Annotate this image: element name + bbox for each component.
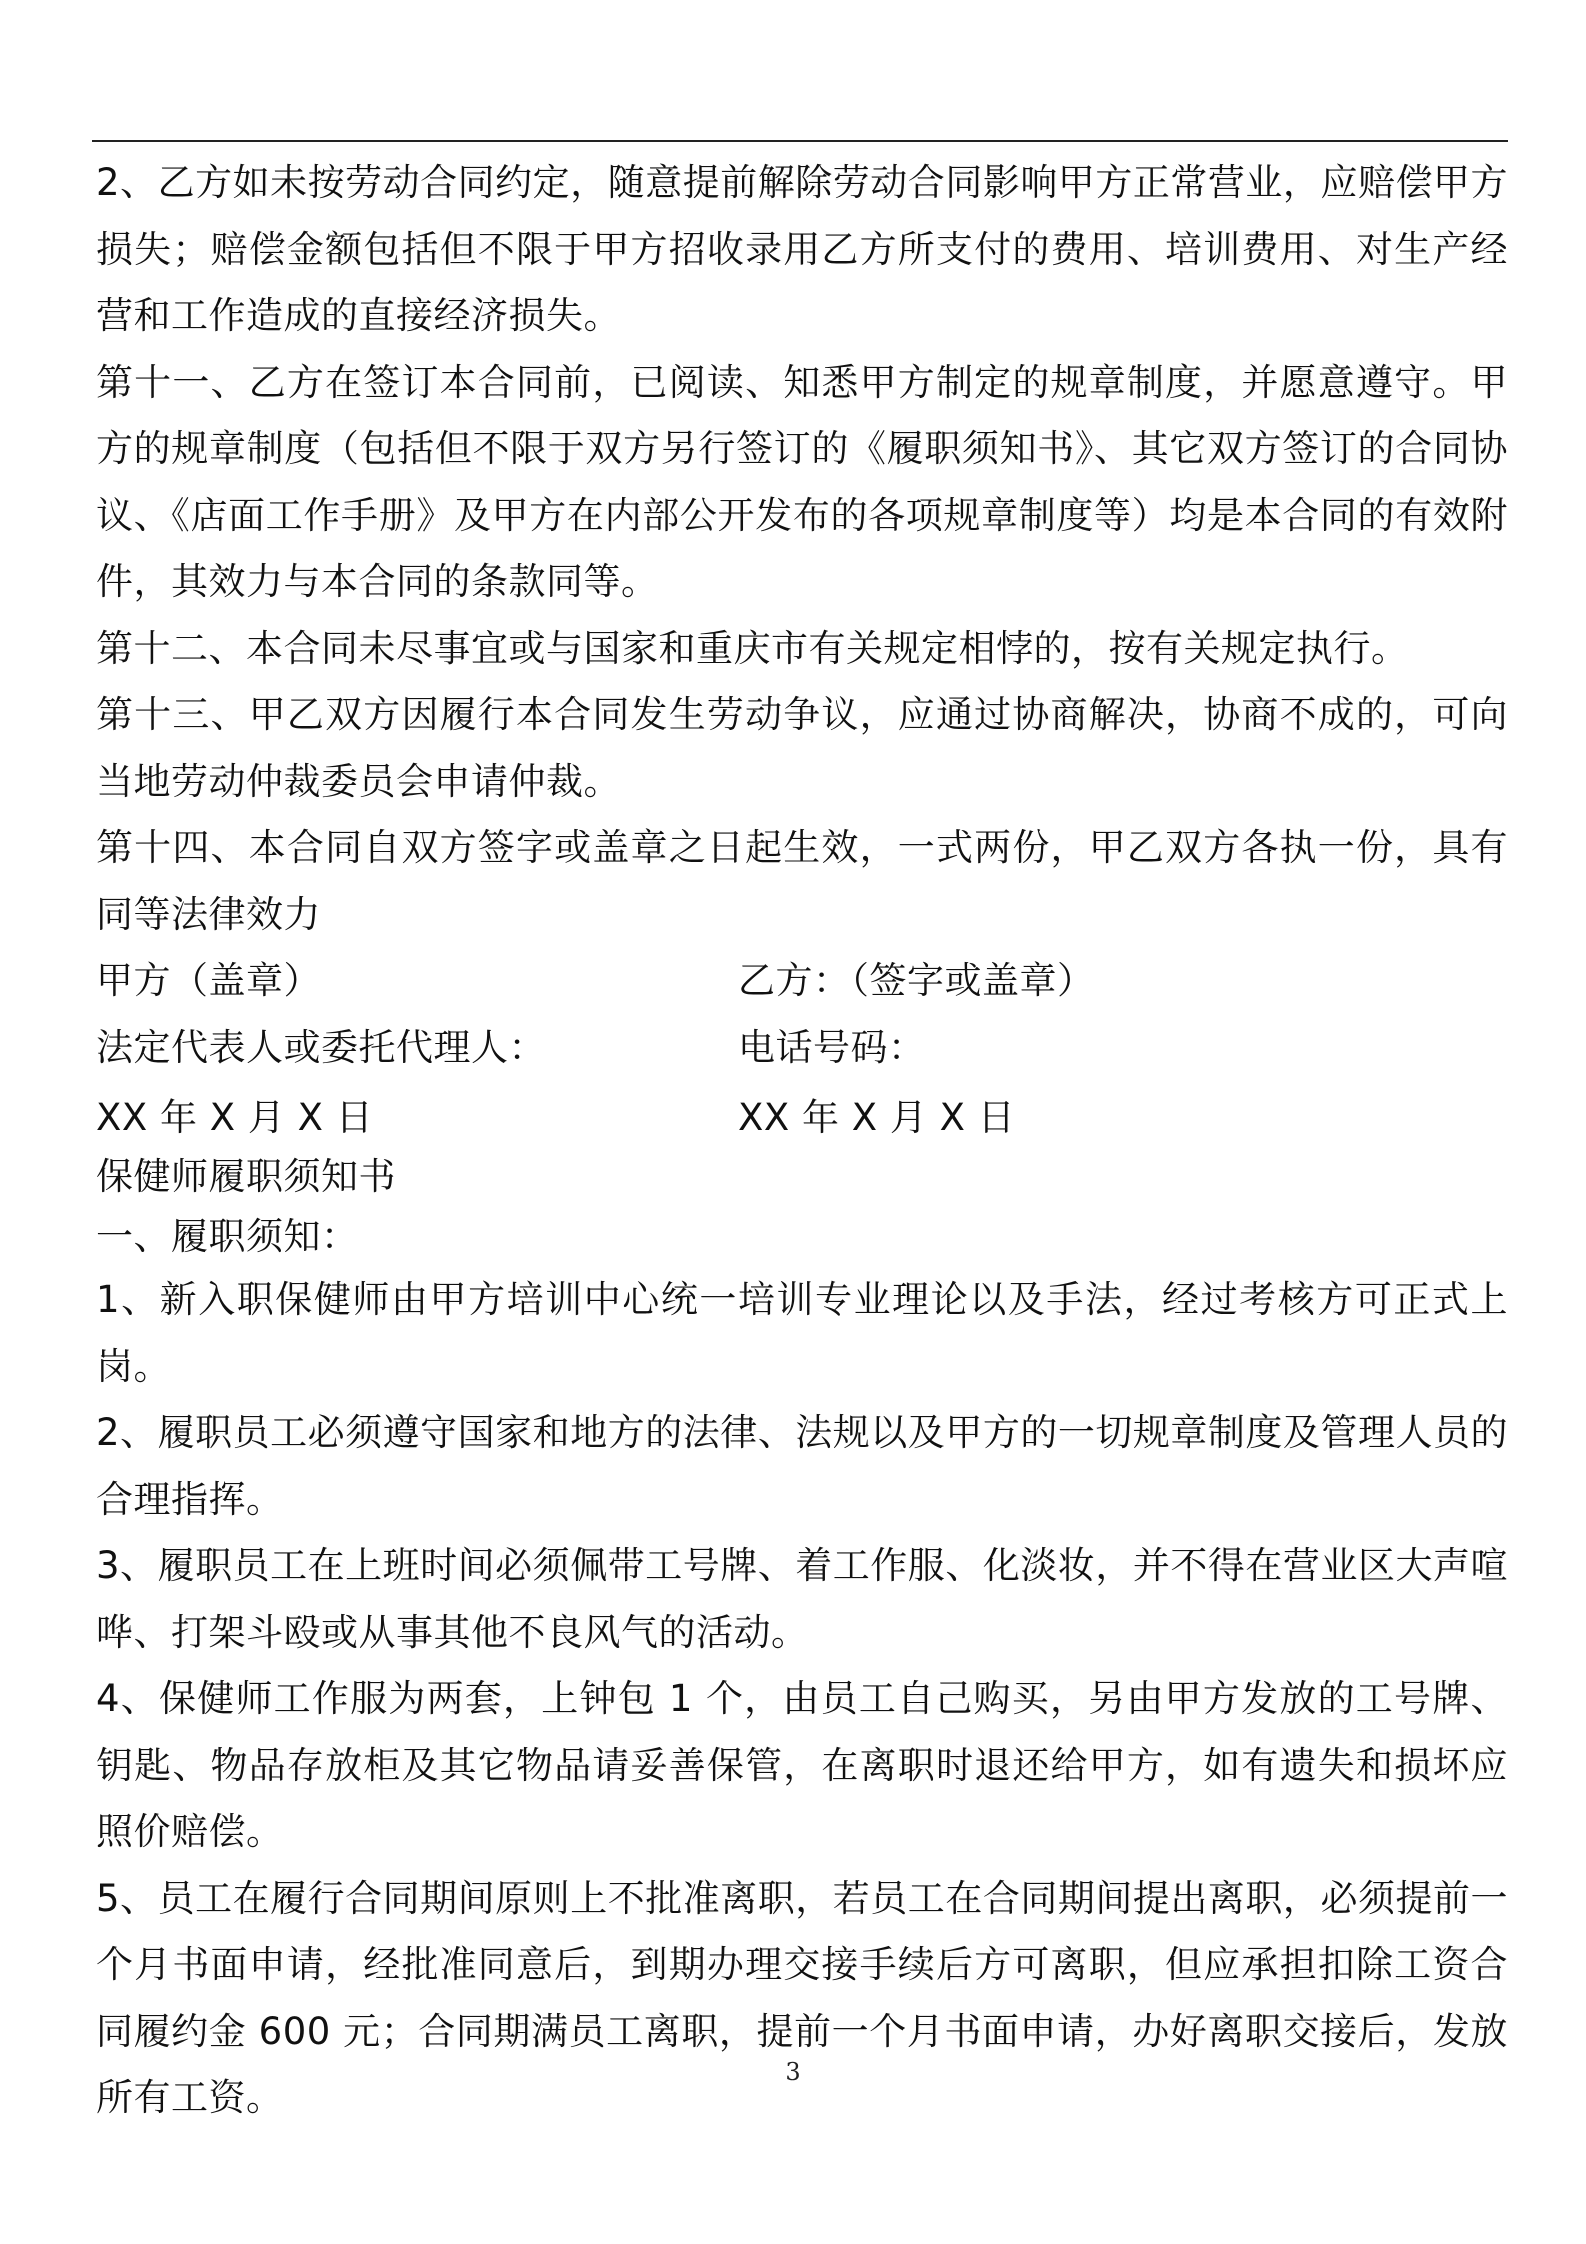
section-heading: 一、履职须知：: [96, 1215, 359, 1258]
signature-row-date: [96, 1089, 1508, 1147]
paragraph-clause-11: 第十一、乙方在签订本合同前，已阅读、知悉甲方制定的规章制度，并愿意遵守。甲方的规章制度（包括但不限于双方另行签订的《履职须知书》、其它双方签订的合同协议、《店面工作手册》及甲方在内部公开发布的各项规章制度等）均是本合同的有效附件，其效力与本合同的条款同等。: [96, 360, 1508, 603]
header-rule: [92, 140, 1508, 142]
document-body: [96, 150, 1508, 2132]
party-a-seal-label: 甲方（盖章）: [96, 959, 321, 1002]
paragraph-clause-12: 第十二、本合同未尽事宜或与国家和重庆市有关规定相悖的，按有关规定执行。: [96, 626, 1409, 670]
notice-item-1: 1、新入职保健师由甲方培训中心统一培训专业理论以及手法，经过考核方可正式上岗。: [96, 1278, 1508, 1388]
notice-item-2: 2、履职员工必须遵守国家和地方的法律、法规以及甲方的一切规章制度及管理人员的合理指挥。: [96, 1411, 1508, 1521]
party-a-date: XX 年 X 月 X 日: [96, 1096, 374, 1139]
party-b-date: XX 年 X 月 X 日: [738, 1096, 1016, 1139]
signature-row-seal: [96, 948, 1508, 1015]
party-b-phone-label: 电话号码：: [738, 1025, 926, 1069]
notice-title: 保健师履职须知书: [96, 1155, 396, 1198]
paragraph-clause-2: 2、乙方如未按劳动合同约定，随意提前解除劳动合同影响甲方正常营业，应赔偿甲方损失；赔偿金额包括但不限于甲方招收录用乙方所支付的费用、培训费用、对生产经营和工作造成的直接经济损失。: [96, 161, 1508, 337]
signature-row-rep: [96, 1015, 1508, 1082]
notice-item-3: 3、履职员工在上班时间必须佩带工号牌、着工作服、化淡妆，并不得在营业区大声喧哗、打架斗殴或从事其他不良风气的活动。: [96, 1544, 1508, 1654]
page-number: 3: [785, 2058, 801, 2086]
notice-item-5: 5、员工在履行合同期间原则上不批准离职，若员工在合同期间提出离职，必须提前一个月书面申请，经批准同意后，到期办理交接手续后方可离职，但应承担扣除工资合同履约金 600 元；合同期满员工离职，提前一个月书面申请，办好离职交接后，发放所有工资。: [96, 1876, 1508, 2119]
party-a-rep-label: 法定代表人或委托代理人：: [96, 1025, 546, 1069]
paragraph-clause-13: 第十三、甲乙双方因履行本合同发生劳动争议，应通过协商解决，协商不成的，可向当地劳动仲裁委员会申请仲裁。: [96, 693, 1508, 803]
party-b-seal-label: 乙方：（签字或盖章）: [738, 959, 1095, 1002]
notice-item-4: 4、保健师工作服为两套，上钟包 1 个，由员工自己购买，另由甲方发放的工号牌、钥匙、物品存放柜及其它物品请妥善保管，在离职时退还给甲方，如有遗失和损坏应照价赔偿。: [96, 1677, 1508, 1853]
paragraph-clause-14: 第十四、本合同自双方签字或盖章之日起生效，一式两份，甲乙双方各执一份，具有同等法律效力: [96, 826, 1508, 936]
